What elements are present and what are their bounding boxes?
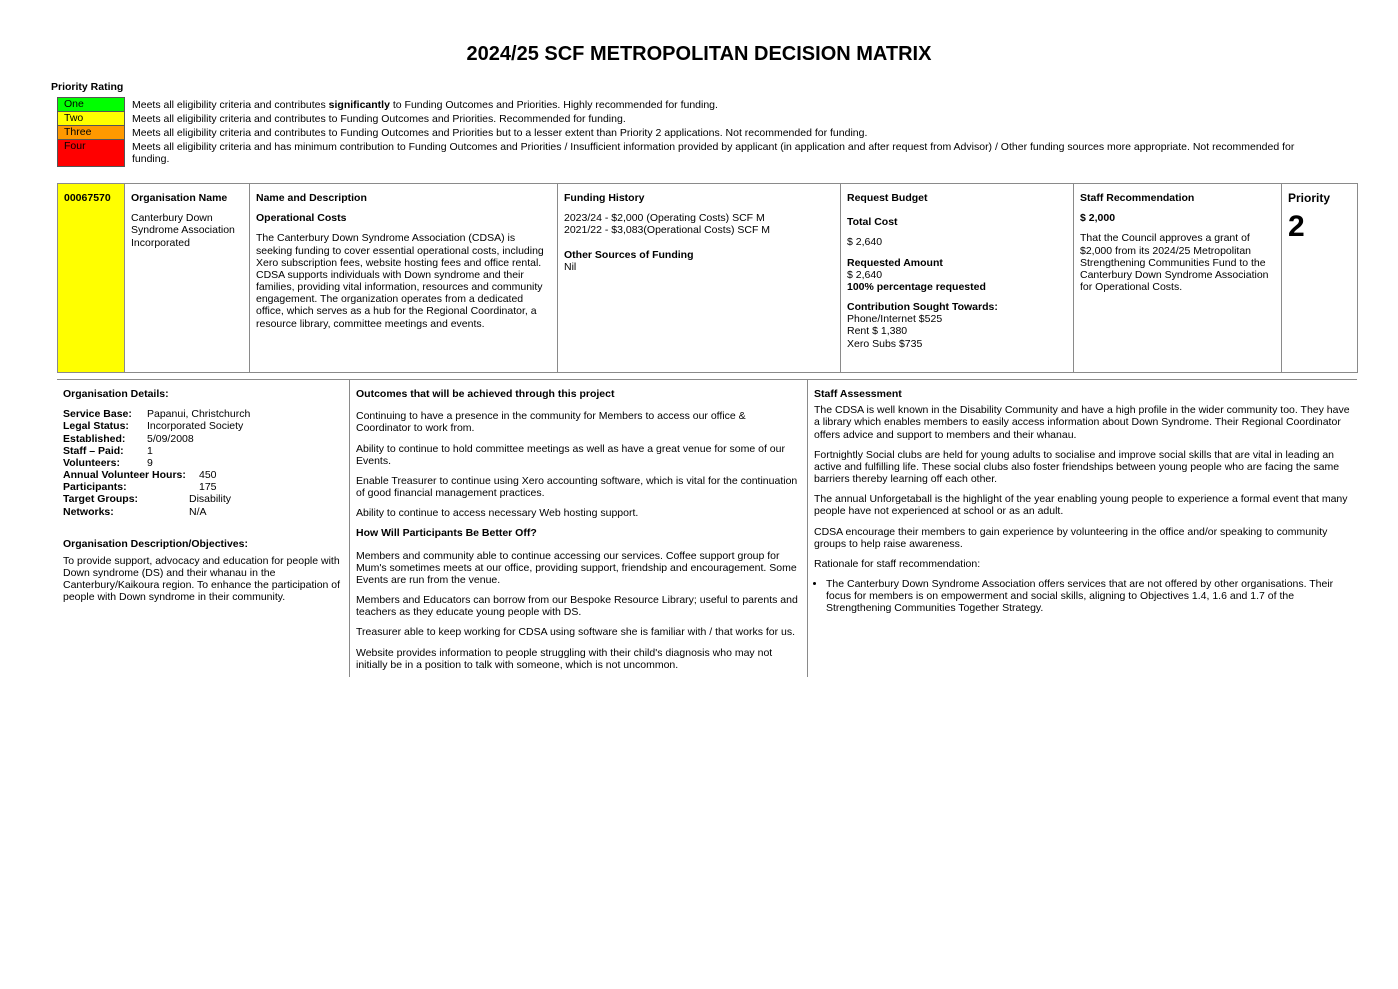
application-row	[58, 184, 1358, 373]
request-budget-cell	[841, 184, 1074, 373]
outcomes-heading: Outcomes that will be achieved through this project	[356, 388, 615, 400]
priority-swatch-one: One	[58, 98, 125, 112]
detail-service-base: Service Base: Papanui, Christchurch	[63, 408, 251, 421]
total-cost-value: $ 2,640	[847, 236, 883, 249]
priority-swatch-three: Three	[58, 126, 125, 140]
org-name-header: Organisation Name	[131, 192, 228, 204]
requested-amount-label: Requested Amount	[847, 256, 943, 269]
other-sources-value: Nil	[564, 260, 577, 273]
assessment-paragraph: CDSA encourage their members to gain experience by volunteering in the office and/or speaking to community groups to help raise awareness.	[814, 525, 1328, 550]
staff-recommendation-amount: $ 2,000	[1080, 212, 1116, 225]
application-table	[57, 183, 1358, 373]
funding-history-item: 2023/24 - $2,000 (Operating Costs) SCF M	[564, 212, 765, 225]
org-details-heading: Organisation Details:	[63, 388, 169, 400]
detail-legal-status: Legal Status: Incorporated Society	[63, 420, 244, 433]
detail-staff-paid: Staff – Paid: 1	[63, 444, 153, 457]
assessment-paragraph: The CDSA is well known in the Disability Community and have a high profile in the wider community too. They have a library which enables members to easily access information about Down Syndrome. Their Regional Coordinator offers advice and support to members and their whanau.	[814, 404, 1350, 441]
contribution-item: Rent $ 1,380	[847, 325, 908, 338]
application-id: 00067570	[64, 192, 111, 204]
priority-value: 2	[1288, 209, 1305, 243]
staff-recommendation-text: That the Council approves a grant of $2,000 from its 2024/25 Metropolitan Strengthening Communities Fund to the Canterbury Down Syndrome Association for Operational Costs.	[1080, 232, 1269, 294]
priority-swatch-four: Four	[58, 140, 125, 167]
desc-one-pre: Meets all eligibility criteria and contributes	[132, 98, 329, 111]
priority-rating-heading: Priority Rating	[51, 81, 124, 93]
objectives-text: To provide support, advocacy and education for people with Down syndrome (DS) and their whanau in the Canterbury/Kaikoura region. To enhance the participation of people with Down syndrome in their community.	[63, 554, 341, 604]
rationale-item: • The Canterbury Down Syndrome Association offers services that are not offered by other organisations. Their focus for members is on empowerment and social skills, aligning to Objectives 1.4, 1.6 and 1.7 of the Strengthening Communities Together Strategy.	[826, 578, 1351, 615]
assessment-paragraph: The annual Unforgetaball is the highlight of the year enabling young people to experience a formal event that many people have not experienced at school or as an adult.	[814, 493, 1348, 518]
better-off-heading: How Will Participants Be Better Off?	[356, 527, 537, 540]
funding-history-item: 2021/22 - $3,083(Operational Costs) SCF M	[564, 224, 771, 237]
staff-recommendation-header: Staff Recommendation	[1080, 192, 1195, 204]
desc-one-bold: significantly	[328, 98, 390, 111]
detail-volunteers: Volunteers: 9	[63, 456, 153, 469]
outcome-item: Continuing to have a presence in the community for Members to access our office & Coordinator to work from.	[356, 410, 746, 435]
application-id-cell	[58, 184, 125, 373]
detail-networks: Networks: N/A	[63, 505, 207, 518]
contribution-item: Phone/Internet $525	[847, 313, 943, 326]
priority-desc-two: Meets all eligibility criteria and contributes to Funding Outcomes and Priorities. Recommended for funding.	[132, 112, 626, 125]
staff-assessment-heading: Staff Assessment	[814, 388, 902, 400]
priority-header: Priority	[1288, 191, 1331, 205]
description-text: The Canterbury Down Syndrome Association (CDSA) is seeking funding to cover essential operational costs, including Xero subscription fees, website hosting fees and office rental. CDSA supports individuals with Down syndrome and their families, providing vital information, resources and community engagement. The organization operates from a dedicated office, which serves as a hub for the Regional Coordinator, a resource library, committee meetings and events.	[256, 232, 544, 330]
description-cell	[250, 184, 558, 373]
priority-cell	[1282, 184, 1358, 373]
org-name: Canterbury Down Syndrome Association Incorporated	[131, 212, 235, 249]
better-off-item: Members and community able to continue accessing our services. Coffee support group for Mum's sometimes meets at our office, providing support, friendship and encouragement. Some Events are run from the venue.	[356, 549, 797, 586]
assessment-paragraph: Fortnightly Social clubs are held for young adults to socialise and improve social skills that are vital in leading an active and fulfilling life. These social clubs also foster friendships between young people who are facing the same barriers thereby learning off each other.	[814, 448, 1340, 486]
funding-history-cell	[558, 184, 841, 373]
outcomes-column	[349, 380, 807, 677]
total-cost-label: Total Cost	[847, 216, 898, 229]
detail-volunteer-hours: Annual Volunteer Hours: 450	[63, 469, 217, 482]
priority-swatch-two: Two	[58, 112, 125, 126]
detail-target-groups: Target Groups: Disability	[63, 493, 232, 506]
objectives-heading: Organisation Description/Objectives:	[63, 537, 248, 550]
requested-percentage: 100% percentage requested	[847, 280, 986, 293]
legend-row-three	[58, 126, 1307, 140]
contribution-label: Contribution Sought Towards:	[847, 301, 998, 314]
better-off-item: Members and Educators can borrow from our Bespoke Resource Library; useful to parents and teachers as they educate young people with DS.	[356, 594, 798, 619]
detail-participants: Participants: 175	[63, 481, 217, 494]
legend-row-one	[58, 98, 1307, 112]
desc-one-post: to Funding Outcomes and Priorities. Highly recommended for funding.	[389, 98, 718, 111]
org-details-column	[57, 380, 349, 677]
org-name-cell	[125, 184, 250, 373]
contribution-item: Xero Subs $735	[847, 337, 923, 350]
outcome-item: Enable Treasurer to continue using Xero accounting software, which is vital for the continuation of good financial management practices.	[356, 474, 798, 500]
staff-recommendation-cell	[1074, 184, 1282, 373]
priority-desc-four: Meets all eligibility criteria and has minimum contribution to Funding Outcomes and Priorities / Insufficient information provided by applicant (in application and after request from Advisor) / Other funding sources more appropriate. Not recommended for funding.	[132, 140, 1295, 165]
legend-row-four	[58, 140, 1307, 167]
detail-established: Established: 5/09/2008	[63, 432, 194, 445]
outcome-item: Ability to continue to hold committee meetings as well as have a great venue for some of our Events.	[356, 442, 785, 467]
description-header: Name and Description	[256, 192, 367, 204]
outcome-item: Ability to continue to access necessary Web hosting support.	[356, 507, 639, 520]
priority-legend	[57, 97, 1307, 167]
other-sources-header: Other Sources of Funding	[564, 248, 694, 261]
assessment-paragraph: Rationale for staff recommendation:	[814, 557, 981, 570]
rationale-list	[814, 578, 1351, 615]
legend-row-two	[58, 112, 1307, 126]
priority-desc-three: Meets all eligibility criteria and contributes to Funding Outcomes and Priorities but to a lesser extent than Priority 2 applications. Not recommended for funding.	[132, 126, 868, 139]
funding-history-header: Funding History	[564, 192, 645, 204]
better-off-item: Treasurer able to keep working for CDSA using software she is familiar with / that works for us.	[356, 626, 796, 639]
page-title: 2024/25 SCF METROPOLITAN DECISION MATRIX	[466, 43, 932, 65]
priority-desc-one	[125, 98, 1307, 112]
description-title: Operational Costs	[256, 212, 347, 225]
better-off-item: Website provides information to people struggling with their child's diagnosis who may not initially be in a position to talk with someone, which is not uncommon.	[356, 646, 773, 671]
details-section	[57, 379, 1357, 677]
request-budget-header: Request Budget	[847, 192, 928, 204]
requested-amount-value: $ 2,640	[847, 268, 883, 281]
org-details-list	[63, 408, 343, 518]
staff-assessment-column	[807, 380, 1357, 677]
